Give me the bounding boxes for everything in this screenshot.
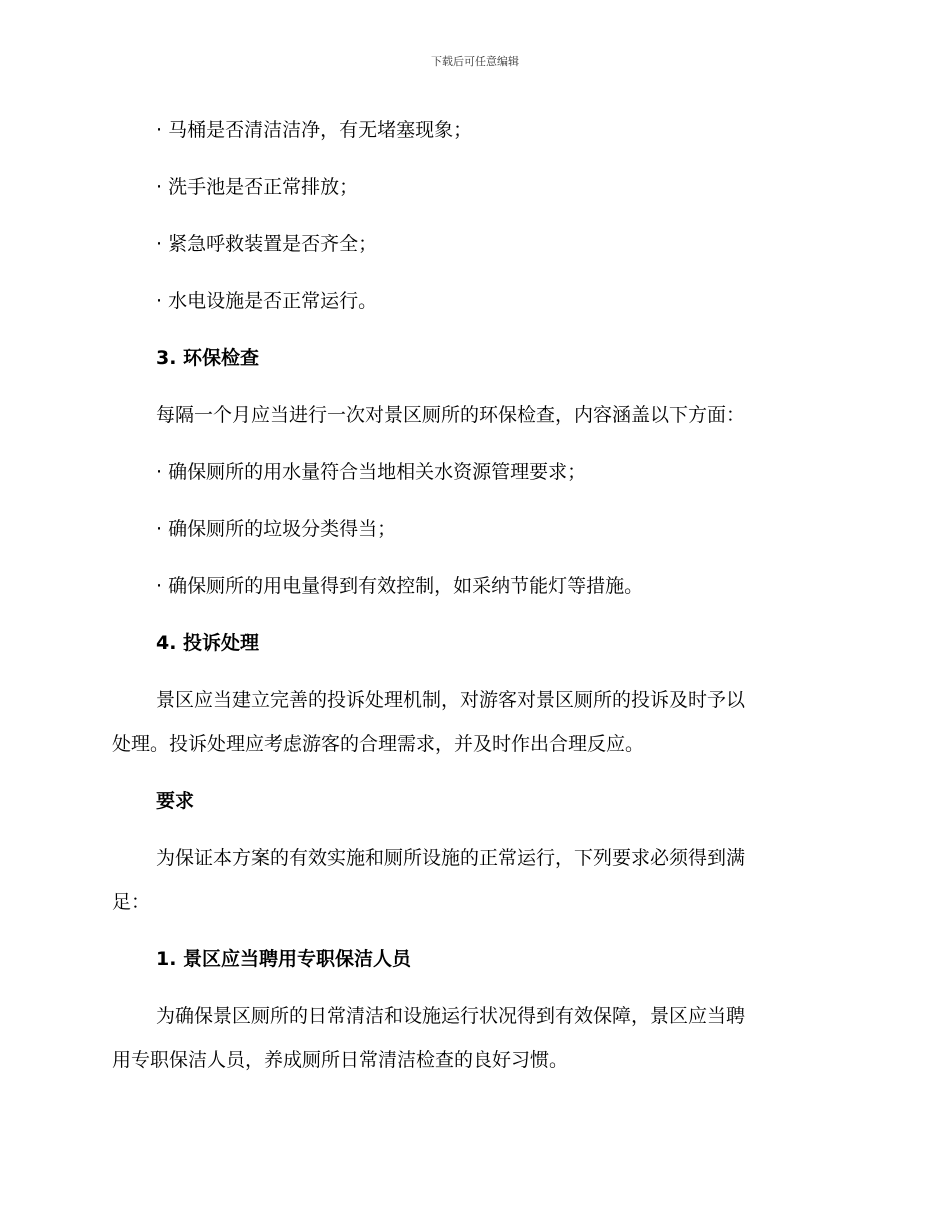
paragraph-line: 用专职保洁人员，养成厕所日常清洁检查的良好习惯。 (112, 1049, 569, 1071)
bullet-item: · 紧急呼救装置是否齐全； (156, 233, 378, 255)
paragraph-line: 处理。投诉处理应考虑游客的合理需求，并及时作出合理反应。 (112, 733, 645, 755)
bullet-item: · 水电设施是否正常运行。 (156, 290, 378, 312)
section-heading-requirements: 要求 (156, 790, 195, 812)
bullet-item: · 确保厕所的用水量符合当地相关水资源管理要求； (156, 461, 587, 483)
bullet-item: · 确保厕所的垃圾分类得当； (156, 518, 397, 540)
paragraph-line: 景区应当建立完善的投诉处理机制，对游客对景区厕所的投诉及时予以 (156, 689, 746, 711)
bullet-item: · 洗手池是否正常排放； (156, 176, 359, 198)
bullet-item: · 马桶是否清洁洁净，有无堵塞现象； (156, 119, 473, 141)
paragraph-line: 为保证本方案的有效实施和厕所设施的正常运行，下列要求必须得到满 (156, 847, 746, 869)
paragraph-line: 为确保景区厕所的日常清洁和设施运行状况得到有效保障，景区应当聘 (156, 1005, 746, 1027)
section-heading-cleaning-staff: 1. 景区应当聘用专职保洁人员 (156, 948, 412, 970)
section-heading-environmental-check: 3. 环保检查 (156, 347, 260, 369)
bullet-item: · 确保厕所的用电量得到有效控制，如采纳节能灯等措施。 (156, 575, 644, 597)
paragraph-line: 足： (112, 891, 151, 913)
section-intro: 每隔一个月应当进行一次对景区厕所的环保检查，内容涵盖以下方面： (156, 404, 746, 426)
page-header: 下载后可任意编辑 (431, 55, 519, 68)
section-heading-complaints: 4. 投诉处理 (156, 632, 260, 654)
document-body (112, 115, 832, 1075)
